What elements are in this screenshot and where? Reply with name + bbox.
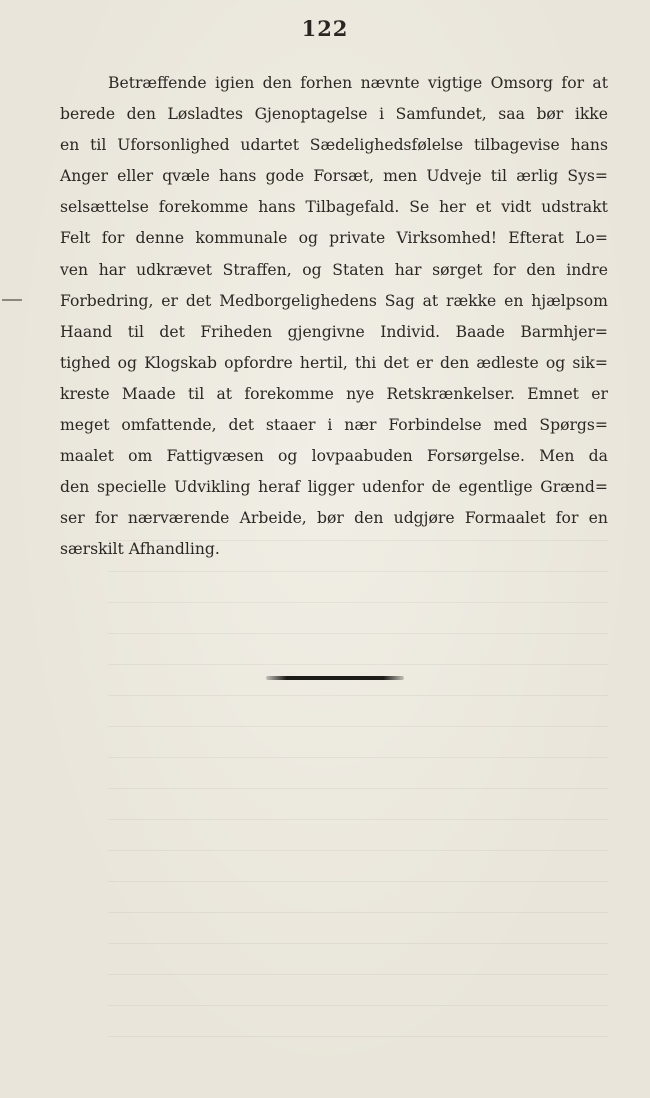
word: er: [416, 353, 433, 372]
word: et: [475, 198, 492, 217]
word: den: [439, 353, 470, 372]
word: nye: [346, 384, 375, 403]
word: kreste: [60, 384, 110, 403]
word: udartet: [240, 136, 299, 155]
word: nævnte: [360, 74, 420, 92]
word: forekomme: [244, 384, 334, 403]
word: at: [422, 291, 439, 310]
word: heraf: [258, 478, 300, 497]
word: det: [383, 353, 409, 372]
word: udenfor: [362, 478, 424, 497]
word: hans: [570, 136, 608, 155]
text-line: [60, 68, 608, 99]
word: Felt: [60, 229, 91, 248]
text-line: [60, 503, 608, 534]
word: Barmhjer=: [520, 322, 608, 341]
word: at: [216, 384, 233, 403]
word: og: [117, 353, 138, 372]
word: gode: [265, 167, 305, 186]
word: hertil,: [299, 353, 348, 372]
word: sik=: [572, 353, 608, 372]
word: en: [60, 136, 80, 155]
word: en: [588, 509, 608, 528]
word: opfordre: [224, 353, 293, 372]
word: Formaalet: [464, 509, 546, 528]
word: omfattende,: [121, 416, 217, 435]
word: er: [161, 291, 178, 310]
word: de: [431, 478, 451, 497]
word: Staten: [332, 260, 385, 279]
word: for: [94, 509, 118, 528]
word: til: [187, 384, 205, 403]
word: qvæle: [162, 167, 210, 186]
word: har: [394, 260, 422, 279]
word: Betræffende: [108, 74, 207, 92]
word: Baade: [455, 322, 505, 341]
word: Retskrænkelser.: [386, 384, 515, 403]
word: er: [591, 384, 608, 403]
word: Friheden: [200, 322, 273, 341]
show-through-texture: [108, 540, 608, 1060]
word: lovpaabuden: [311, 447, 413, 466]
word: selsættelse: [60, 198, 149, 217]
word: for: [493, 260, 516, 279]
word: Individ.: [380, 322, 441, 341]
word: den: [262, 74, 292, 92]
word: Virksomhed!: [396, 229, 498, 248]
word: Uforsonlighed: [117, 136, 230, 155]
word: bør: [317, 509, 344, 528]
word: og: [302, 260, 322, 279]
word: række: [446, 291, 497, 310]
word: Arbeide,: [239, 509, 307, 528]
text-line: [60, 472, 608, 503]
word: den: [354, 509, 384, 528]
word: Forbindelse: [388, 416, 482, 435]
word: Lo=: [575, 229, 608, 248]
word: ærlig: [516, 167, 559, 186]
word: bør: [536, 105, 564, 124]
word: det: [159, 322, 185, 341]
word: Omsorg: [490, 74, 554, 92]
word: hans: [258, 198, 296, 217]
text-line: [60, 99, 608, 130]
word: Sag: [384, 291, 415, 310]
text-line: særskilt Afhandling.: [60, 540, 220, 559]
word: Efterat: [508, 229, 564, 248]
word: ligger: [307, 478, 355, 497]
word: ikke: [574, 105, 608, 124]
word: hjælpsom: [531, 291, 608, 310]
word: thi: [355, 353, 377, 372]
text-line: [60, 348, 608, 379]
word: i: [327, 416, 333, 435]
word: det: [228, 416, 255, 435]
word: hans: [219, 167, 257, 186]
word: at: [592, 74, 608, 92]
text-line: [60, 410, 608, 441]
word: Fattigvæsen: [166, 447, 264, 466]
word: Anger: [60, 167, 108, 186]
margin-mark: [2, 299, 22, 301]
word: har: [98, 260, 126, 279]
word: Se: [409, 198, 430, 217]
word: Sædelighedsfølelse: [309, 136, 464, 155]
word: udkrævet: [136, 260, 213, 279]
word: Samfundet,: [395, 105, 487, 124]
word: Udvikling: [174, 478, 251, 497]
word: Maade: [121, 384, 176, 403]
word: Udveje: [426, 167, 482, 186]
word: det: [185, 291, 212, 310]
word: private: [329, 229, 386, 248]
word: udstrakt: [541, 198, 608, 217]
word: en: [504, 291, 524, 310]
word: saa: [498, 105, 525, 124]
word: Forsørgelse.: [426, 447, 525, 466]
word: indre: [566, 260, 608, 279]
text-line: [60, 317, 608, 348]
word: forhen: [300, 74, 353, 92]
word: til: [127, 322, 144, 341]
word: for: [561, 74, 585, 92]
word: Emnet: [527, 384, 579, 403]
word: men: [383, 167, 418, 186]
word: nærværende: [127, 509, 230, 528]
text-line: [60, 441, 608, 472]
word: og: [278, 447, 298, 466]
word: meget: [60, 416, 110, 435]
word: gjengivne: [287, 322, 365, 341]
text-line: [60, 161, 608, 192]
word: sørget: [432, 260, 483, 279]
word: udgjøre: [393, 509, 455, 528]
word: egentlige: [458, 478, 533, 497]
word: Straffen,: [222, 260, 292, 279]
section-divider-rule: [266, 676, 404, 680]
word: Haand: [60, 322, 113, 341]
word: Løsladtes: [167, 105, 244, 124]
word: Medborgelighedens: [219, 291, 377, 310]
text-line: [60, 286, 608, 317]
word: denne: [135, 229, 185, 248]
word: om: [128, 447, 153, 466]
body-paragraph: [60, 68, 608, 566]
word: specielle: [96, 478, 167, 497]
word: Tilbagefald.: [305, 198, 400, 217]
word: maalet: [60, 447, 114, 466]
word: Grænd=: [540, 478, 608, 497]
word: til: [490, 167, 508, 186]
page-number: 122: [301, 16, 349, 41]
word: Sys=: [567, 167, 608, 186]
word: tilbagevise: [473, 136, 560, 155]
word: Gjenoptagelse: [254, 105, 368, 124]
word: i: [379, 105, 385, 124]
word: tighed: [60, 353, 111, 372]
word: Spørgs=: [539, 416, 608, 435]
text-line: [60, 223, 608, 254]
word: den: [526, 260, 556, 279]
word: ædleste: [476, 353, 539, 372]
word: for: [101, 229, 125, 248]
word: staaer: [265, 416, 316, 435]
word: da: [588, 447, 608, 466]
word: vigtige: [428, 74, 483, 92]
word: med: [493, 416, 528, 435]
text-line: [60, 379, 608, 410]
word: kommunale: [195, 229, 288, 248]
word: og: [545, 353, 566, 372]
text-line: [60, 130, 608, 161]
text-line: [60, 255, 608, 286]
word: igien: [215, 74, 255, 92]
word: Forbedring,: [60, 291, 154, 310]
word: berede: [60, 105, 116, 124]
word: ser: [60, 509, 85, 528]
word: den: [126, 105, 156, 124]
word: for: [555, 509, 579, 528]
text-line: [60, 192, 608, 223]
word: nær: [344, 416, 377, 435]
word: Men: [539, 447, 575, 466]
word: eller: [117, 167, 154, 186]
word: den: [60, 478, 90, 497]
word: ven: [60, 260, 89, 279]
word: vidt: [501, 198, 532, 217]
word: og: [298, 229, 318, 248]
word: Forsæt,: [313, 167, 375, 186]
word: Klogskab: [144, 353, 217, 372]
word: forekomme: [158, 198, 249, 217]
word: her: [439, 198, 466, 217]
word: til: [90, 136, 107, 155]
